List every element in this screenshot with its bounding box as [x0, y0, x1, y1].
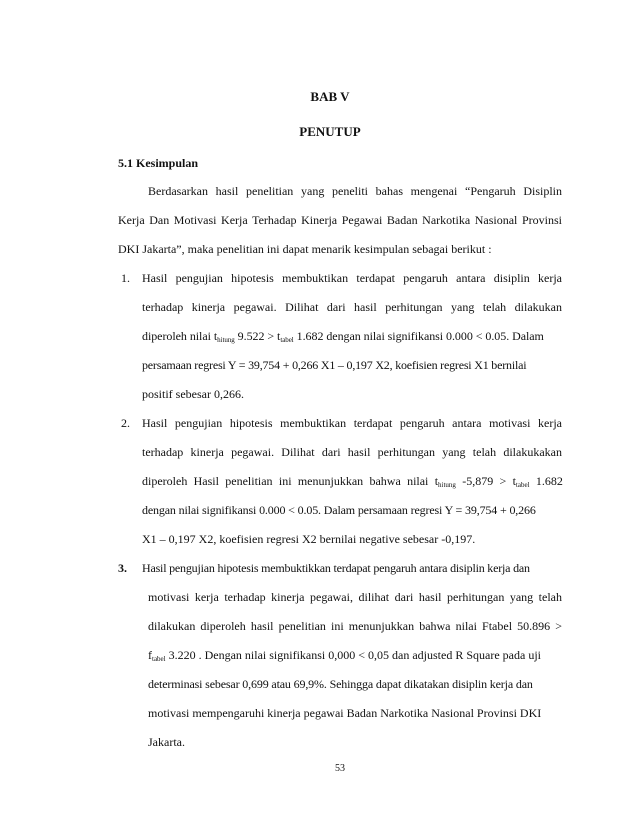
item-line: terhadap kinerja pegawai. Dilihat dari hasil perhitungan yang telah dilakukan	[142, 300, 562, 314]
item-line: diperoleh Hasil penelitian ini menunjukkan bahwa nilai $t_{hitung}$ $-5,879 > t_{tabel}$ 1.682	[142, 474, 563, 489]
section-heading: 5.1 Kesimpulan	[118, 156, 199, 170]
item-line: terhadap kinerja pegawai. Dilihat dari hasil perhitungan yang telah dilakukakan	[142, 445, 562, 459]
item-line: Jakarta.	[148, 735, 185, 749]
item-line: positif sebesar 0,266.	[142, 387, 244, 401]
item-line: motivasi kerja terhadap kinerja pegawai, dilihat dari hasil perhitungan yang telah	[148, 590, 562, 604]
intro-line-1: Berdasarkan hasil penelitian yang peneliti bahas mengenai “Pengaruh Disiplin	[148, 184, 562, 198]
item-line: Hasil pengujian hipotesis membuktikkan terdapat pengaruh antara disiplin kerja dan	[142, 561, 530, 575]
item-number: 1.	[121, 271, 130, 285]
item-line: X1 – 0,197 X2, koefisien regresi X2 bernilai negative sebesar -0,197.	[142, 532, 476, 546]
item-line: dilakukan diperoleh hasil penelitian ini menunjukkan bahwa nilai Ftabel 50.896 >	[148, 619, 562, 633]
intro-line-2: Kerja Dan Motivasi Kerja Terhadap Kinerja Pegawai Badan Narkotika Nasional Provinsi	[118, 213, 562, 227]
chapter-title: PENUTUP	[299, 124, 361, 139]
item-line: diperoleh nilai $t_{hitung}$ $9.522 > t_{tabel}$ 1.682 dengan nilai signifikansi 0.000 < 0.05. Dalam	[142, 329, 544, 344]
item-line: $f_{tabel}$ 3.220 . Dengan nilai signifikansi 0,000 < 0,05 dan adjusted R Square pada uji	[148, 648, 541, 663]
page-number: 53	[335, 763, 345, 774]
intro-line-3: DKI Jakarta”, maka penelitian ini dapat menarik kesimpulan sebagai berikut :	[118, 242, 492, 256]
item-number: 3.	[118, 561, 127, 575]
item-line: persamaan regresi Y = 39,754 + 0,266 X1 – 0,197 X2, koefisien regresi X1 bernilai	[142, 358, 527, 372]
item-line: Hasil pengujian hipotesis membuktikan terdapat pengaruh antara motivasi kerja	[142, 416, 562, 430]
item-line: Hasil pengujian hipotesis membuktikan terdapat pengaruh antara disiplin kerja	[142, 271, 562, 285]
chapter-label: BAB V	[310, 89, 350, 104]
item-line: dengan nilai signifikansi 0.000 < 0.05. Dalam persamaan regresi Y = 39,754 + 0,266	[142, 503, 536, 517]
item-line: motivasi mempengaruhi kinerja pegawai Badan Narkotika Nasional Provinsi DKI	[148, 706, 542, 720]
item-number: 2.	[121, 416, 130, 430]
item-line: determinasi sebesar 0,699 atau 69,9%. Sehingga dapat dikatakan disiplin kerja dan	[148, 677, 533, 691]
